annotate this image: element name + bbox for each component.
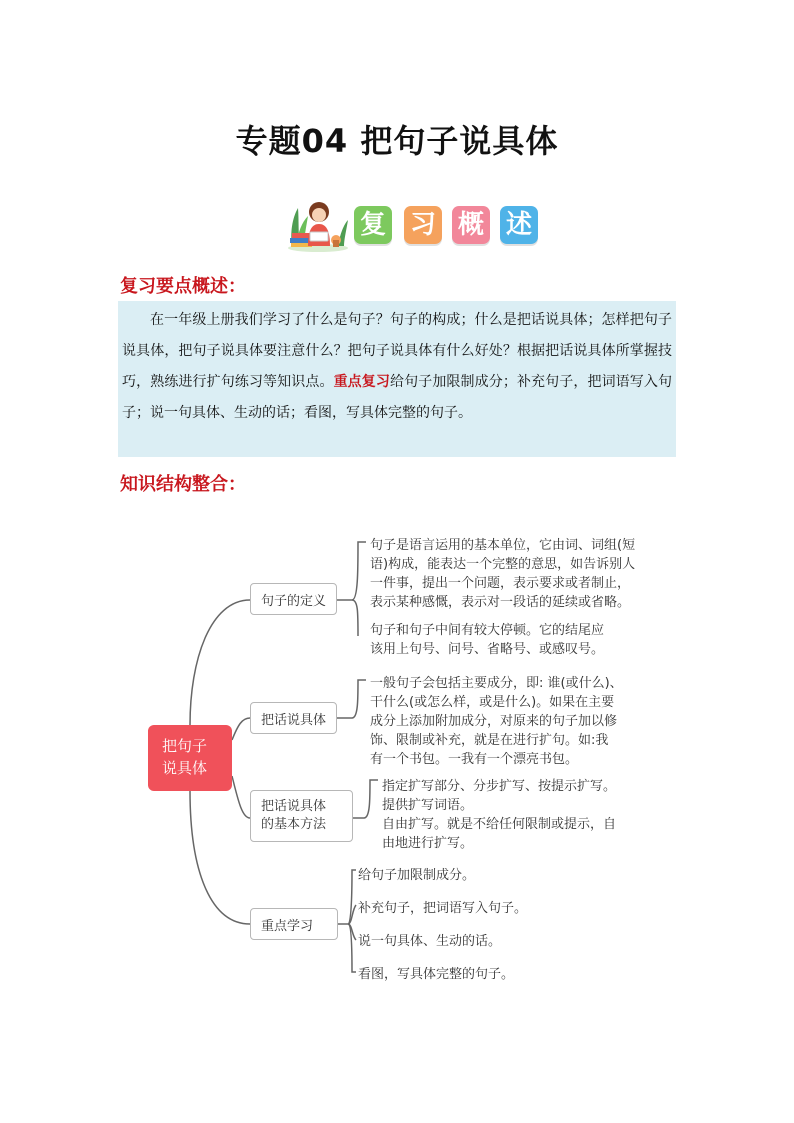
leaf-basic-methods: 指定扩写部分、分步扩写、按提示扩写。 提供扩写词语。 自由扩写。就是不给任何限制或提示，自 由地进行扩写。 [382, 779, 617, 851]
leaf-key-3: 说一句具体、生动的话。 [358, 934, 502, 949]
page-title: 专题04 把句子说具体 [235, 122, 559, 160]
summary-text-before: 在一年级上册我们学习了什么是句子？句子的构成；什么是把话说具体；怎样把句子说具体，把句子说具体要注意什么？把句子说具体有什么好处？根据把话说具体所掌握技巧，熟练进行扩句练习等知识点。 [122, 312, 672, 390]
leaf-make-specific: 一般句子会包括主要成分，即: 谁(或什么)、 干什么(或怎么样，或是什么)。如果在主要 成分上添加附加成分，对原来的句子加以修 饰、限制或补充，就是在进行扩句。如:我 有一个书包。一我有一个漂亮书包。 [370, 676, 623, 767]
summary-heading: 复习要点概述： [120, 276, 246, 297]
branch-make-specific: 把话说具体 [250, 702, 337, 734]
leaf-definition-1: 句子是语言运用的基本单位，它由词、词组(短 语)构成，能表达一个完整的意思，如告诉别人 一件事，提出一个问题，表示要求或者制止， 表示某种感慨，表示对一段话的延续或省略。 [370, 538, 636, 610]
leaf-key-2: 补充句子，把词语写入句子。 [358, 901, 528, 916]
leaf-key-4: 看图，写具体完整的句子。 [358, 967, 515, 982]
root-line-1: 把句子 [162, 737, 208, 755]
structure-heading: 知识结构整合： [120, 474, 246, 495]
badge-shu: 述 [500, 206, 538, 244]
mind-map-root [148, 725, 232, 791]
badge-xi: 习 [404, 206, 442, 244]
root-line-2: 说具体 [162, 759, 208, 777]
summary-emphasis: 重点复习 [333, 374, 390, 390]
badge-gai: 概 [452, 206, 490, 244]
leaf-definition-2: 句子和句子中间有较大停顿。它的结尾应 该用上句号、问号、省略号、或感叹号。 [370, 623, 605, 657]
branch-key-learning: 重点学习 [250, 908, 338, 940]
summary-text-after: 给句子加限制成分；补充句子，把词语写入句子；说一句具体、生动的话；看图，写具体完整的句子。 [122, 374, 672, 421]
branch-sentence-definition: 句子的定义 [250, 583, 337, 615]
leaf-key-1: 给句子加限制成分。 [358, 868, 476, 883]
badge-fu: 复 [354, 206, 392, 244]
branch-basic-methods: 把话说具体 的基本方法 [250, 790, 353, 842]
